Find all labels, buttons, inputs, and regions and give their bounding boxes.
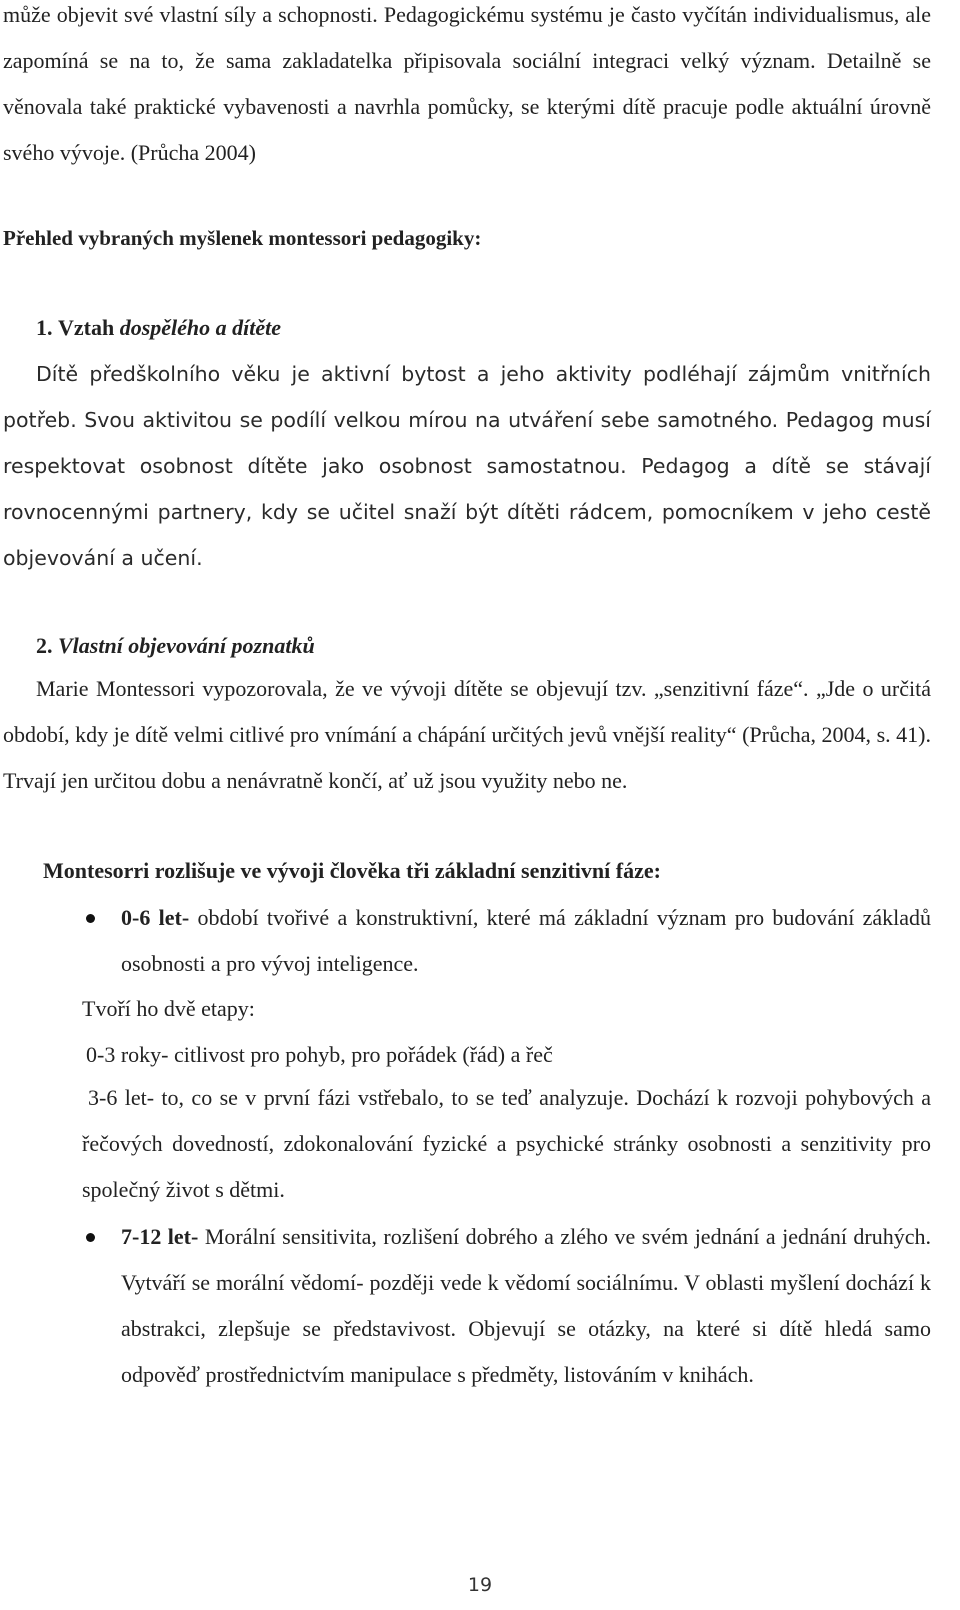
- bullet1: [121, 895, 931, 987]
- section1-title-bold: Vztah: [58, 315, 115, 340]
- bullet2-label: 7-12 let-: [121, 1224, 199, 1249]
- intro-paragraph: může objevit své vlastní síly a schopnosti. Pedagogickému systému je často vyčítán individualismus, ale zapomíná se na to, že sama zakladatelka připisovala sociální integraci velký význam. Detailně se věnovala také praktické vybavenosti a navrhla pomůcky, se kterými dítě pracuje podle aktuální úrovně svého vývoje. (Průcha 2004): [3, 2, 931, 165]
- page-number: 19: [467, 1574, 493, 1596]
- section2-number: 2.: [36, 633, 53, 658]
- section2-body: Marie Montessori vypozorovala, že ve vývoji dítěte se objevují tzv. „senzitivní fáze“. „Jde o určitá období, kdy je dítě velmi citlivé pro vnímání a chápání určitých jevů vnější reality“ (Průcha, 2004, s. 41). Trvají jen určitou dobu a nenávratně končí, ať už jsou využity nebo ne.: [3, 676, 931, 793]
- stages-intro: Tvoří ho dvě etapy:: [82, 996, 255, 1021]
- stage2: 3-6 let- to, co se v první fázi vstřebalo, to se teď analyzuje. Dochází k rozvoji pohybových a řečových dovedností, zdokonalování fyzické a psychické stránky osobnosti a senzitivity pro společný život s dětmi.: [82, 1085, 931, 1202]
- overview-heading: Přehled vybraných myšlenek montessori pedagogiky:: [3, 226, 482, 250]
- section2-heading: [36, 633, 315, 659]
- section2-title-italic: Vlastní objevování poznatků: [58, 633, 315, 658]
- bullet1-label: 0-6 let-: [121, 905, 190, 930]
- bullet-icon: [86, 914, 95, 923]
- phases-heading: Montesorri rozlišuje ve vývoji člověka tři základní senzitivní fáze:: [43, 858, 661, 883]
- section1-body: Dítě předškolního věku je aktivní bytost a jeho aktivity podléhají zájmům vnitřních potřeb. Svou aktivitou se podílí velkou mírou na utváření sebe samotného. Pedagog musí respektovat osobnost dítěte jako osobnost samostatnou. Pedagog a dítě se stávají rovnocennými partnery, kdy se učitel snaží být dítěti rádcem, pomocníkem v jeho cestě objevování a učení.: [3, 362, 931, 570]
- section1-number: 1.: [36, 315, 53, 340]
- section1-heading: [36, 315, 281, 341]
- section1-title-italic: dospělého a dítěte: [119, 315, 282, 340]
- bullet2: [121, 1214, 931, 1398]
- bullet2-text: Morální sensitivita, rozlišení dobrého a zlého ve svém jednání a jednání druhých. Vytváří se morální vědomí- později vede k vědomí sociálnímu. V oblasti myšlení dochází k abstrakci, zlepšuje se představivost. Objevují se otázky, na které si dítě hledá samo odpověď prostřednictvím manipulace s předměty, listováním v knihách.: [121, 1224, 931, 1387]
- stage1: 0-3 roky- citlivost pro pohyb, pro pořádek (řád) a řeč: [86, 1042, 553, 1067]
- bullet-icon: [86, 1233, 95, 1242]
- bullet1-text: období tvořivé a konstruktivní, které má základní význam pro budování základů osobnosti a pro vývoj inteligence.: [121, 905, 932, 976]
